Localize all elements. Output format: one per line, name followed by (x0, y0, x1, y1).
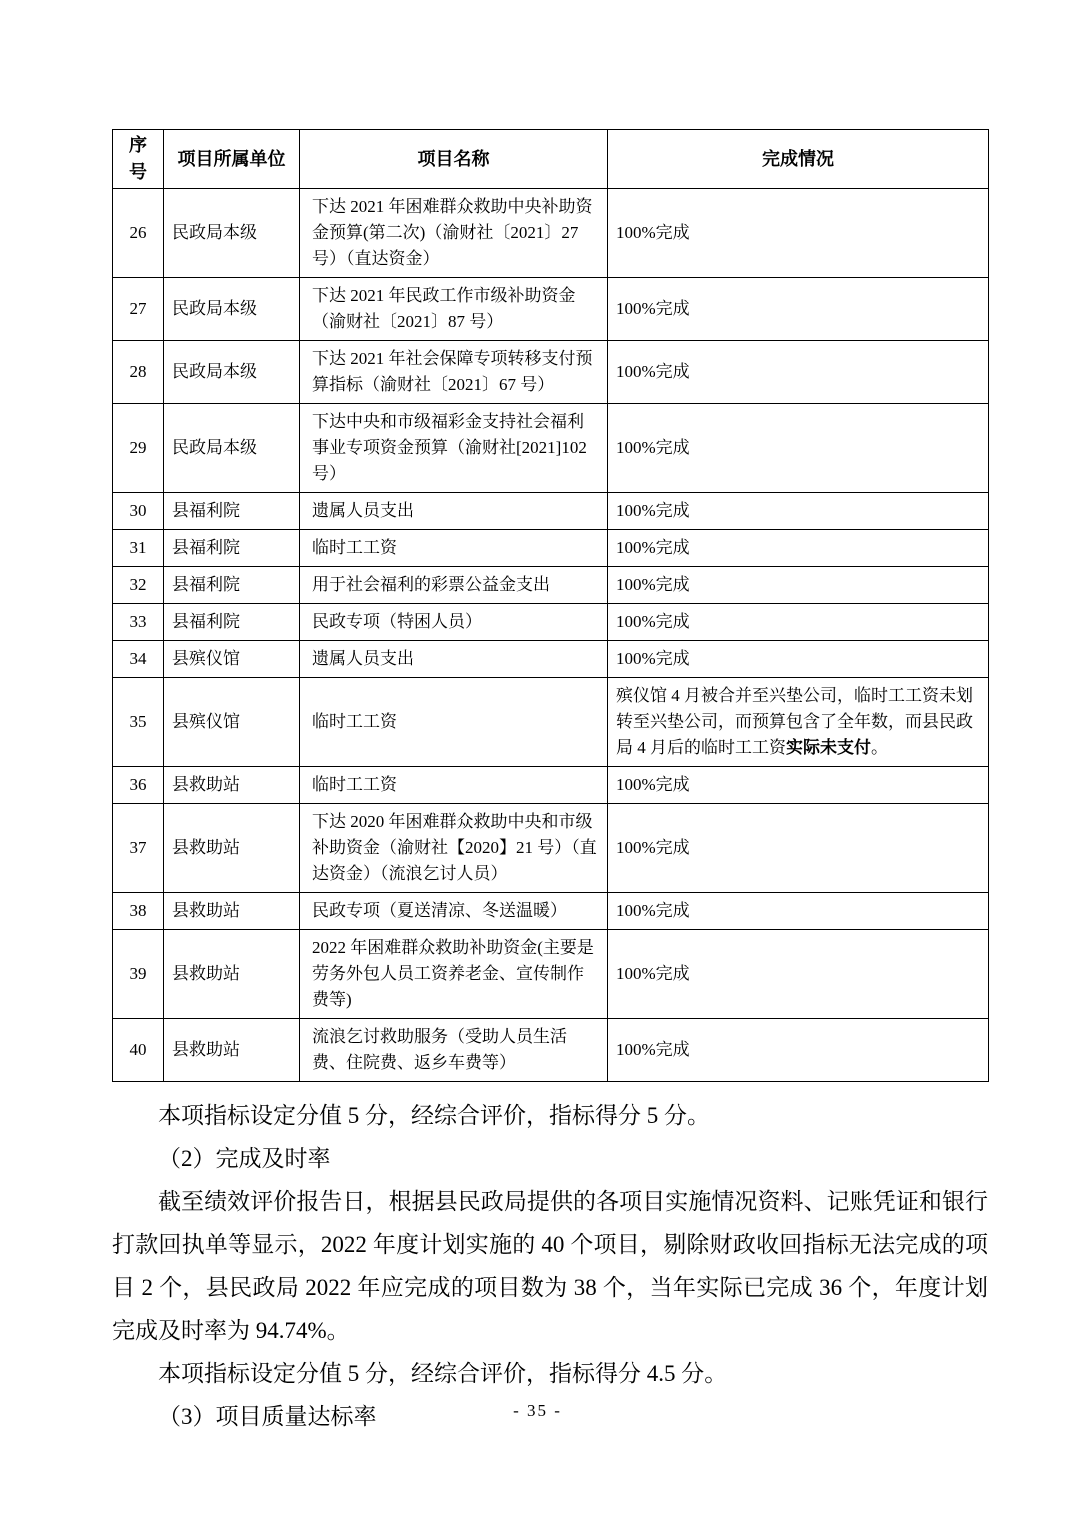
body-text-section (112, 1094, 988, 1438)
status-text: 殡仪馆 4 月被合并至兴垫公司，临时工工资未划转至兴垫公司，而预算包含了全年数，而县民政局 4 月后的临时工工资 (616, 686, 973, 757)
table-row (113, 278, 989, 341)
page-content (112, 129, 988, 1438)
row-status: 100%完成 (608, 530, 989, 567)
row-unit: 县福利院 (164, 493, 300, 530)
row-unit: 县救助站 (164, 1019, 300, 1082)
heading-completion-timeliness-rate: （2）完成及时率 (158, 1146, 331, 1171)
header-no-label: 序号 (129, 135, 147, 182)
row-index: 33 (113, 604, 164, 641)
table-row (113, 678, 989, 767)
row-project: 遗属人员支出 (300, 641, 608, 678)
row-project: 用于社会福利的彩票公益金支出 (300, 567, 608, 604)
table-row (113, 530, 989, 567)
row-status: 100%完成 (608, 641, 989, 678)
row-status: 100%完成 (608, 893, 989, 930)
header-status: 完成情况 (608, 130, 989, 189)
row-index: 30 (113, 493, 164, 530)
row-index: 36 (113, 767, 164, 804)
table-row (113, 341, 989, 404)
row-index: 37 (113, 804, 164, 893)
row-index: 27 (113, 278, 164, 341)
row-project: 下达 2021 年民政工作市级补助资金（渝财社〔2021〕87 号） (300, 278, 608, 341)
row-index: 32 (113, 567, 164, 604)
row-status: 100%完成 (608, 767, 989, 804)
table-row (113, 641, 989, 678)
paragraph-completion-detail: 截至绩效评价报告日，根据县民政局提供的各项目实施情况资料、记账凭证和银行打款回执单等显示，2022 年度计划实施的 40 个项目，剔除财政收回指标无法完成的项目 2 个，县民政局 2022 年应完成的项目数为 38 个，当年实际已完成 36 个，年度计划完成及时率为 94.74%。 (112, 1189, 988, 1343)
status-bold-text: 实际未支付 (786, 738, 871, 757)
row-unit: 县救助站 (164, 893, 300, 930)
row-index: 28 (113, 341, 164, 404)
row-project: 下达 2020 年困难群众救助中央和市级补助资金（渝财社【2020】21 号）（直达资金）（流浪乞讨人员） (300, 804, 608, 893)
paragraph-indicator-score-1: 本项指标设定分值 5 分，经综合评价，指标得分 5 分。 (158, 1103, 710, 1128)
row-project: 民政专项（特困人员） (300, 604, 608, 641)
table-row (113, 604, 989, 641)
row-index: 39 (113, 930, 164, 1019)
table-row (113, 404, 989, 493)
row-status: 100%完成 (608, 278, 989, 341)
row-status: 100%完成 (608, 930, 989, 1019)
row-status: 100%完成 (608, 804, 989, 893)
project-completion-table (112, 129, 989, 1082)
table-header-row (113, 130, 989, 189)
row-unit: 县殡仪馆 (164, 641, 300, 678)
row-index: 31 (113, 530, 164, 567)
row-project: 临时工工资 (300, 767, 608, 804)
header-unit: 项目所属单位 (164, 130, 300, 189)
table-row (113, 567, 989, 604)
table-row (113, 893, 989, 930)
row-unit: 县福利院 (164, 530, 300, 567)
row-index: 29 (113, 404, 164, 493)
row-unit: 县福利院 (164, 567, 300, 604)
header-no (113, 130, 164, 189)
row-project: 民政专项（夏送清凉、冬送温暖） (300, 893, 608, 930)
row-index: 26 (113, 189, 164, 278)
heading-project-quality-rate: （3）项目质量达标率 (158, 1404, 377, 1429)
table-row (113, 804, 989, 893)
row-index: 35 (113, 678, 164, 767)
row-project: 遗属人员支出 (300, 493, 608, 530)
row-project: 临时工工资 (300, 678, 608, 767)
table-row (113, 189, 989, 278)
row-project: 下达 2021 年困难群众救助中央补助资金预算(第二次)（渝财社〔2021〕27 号）（直达资金） (300, 189, 608, 278)
row-status: 100%完成 (608, 404, 989, 493)
row-status (608, 678, 989, 767)
row-index: 38 (113, 893, 164, 930)
row-status: 100%完成 (608, 493, 989, 530)
row-status: 100%完成 (608, 341, 989, 404)
row-unit: 县救助站 (164, 767, 300, 804)
page-number: - 35 - (513, 1401, 562, 1420)
row-project: 临时工工资 (300, 530, 608, 567)
row-status: 100%完成 (608, 604, 989, 641)
row-project: 下达 2021 年社会保障专项转移支付预算指标（渝财社〔2021〕67 号） (300, 341, 608, 404)
row-unit: 民政局本级 (164, 404, 300, 493)
row-index: 34 (113, 641, 164, 678)
row-index: 40 (113, 1019, 164, 1082)
table-row (113, 930, 989, 1019)
paragraph-indicator-score-2: 本项指标设定分值 5 分，经综合评价，指标得分 4.5 分。 (158, 1361, 728, 1386)
row-unit: 县救助站 (164, 804, 300, 893)
table-row (113, 767, 989, 804)
table-row (113, 1019, 989, 1082)
row-project: 下达中央和市级福彩金支持社会福利事业专项资金预算（渝财社[2021]102 号） (300, 404, 608, 493)
row-unit: 县殡仪馆 (164, 678, 300, 767)
row-unit: 县福利院 (164, 604, 300, 641)
row-unit: 民政局本级 (164, 189, 300, 278)
row-unit: 县救助站 (164, 930, 300, 1019)
header-project: 项目名称 (300, 130, 608, 189)
row-status: 100%完成 (608, 1019, 989, 1082)
row-project: 2022 年困难群众救助补助资金(主要是劳务外包人员工资养老金、宣传制作费等) (300, 930, 608, 1019)
status-end-text: 。 (871, 738, 888, 757)
row-status: 100%完成 (608, 567, 989, 604)
row-status: 100%完成 (608, 189, 989, 278)
row-unit: 民政局本级 (164, 341, 300, 404)
row-unit: 民政局本级 (164, 278, 300, 341)
table-row (113, 493, 989, 530)
row-project: 流浪乞讨救助服务（受助人员生活费、住院费、返乡车费等） (300, 1019, 608, 1082)
